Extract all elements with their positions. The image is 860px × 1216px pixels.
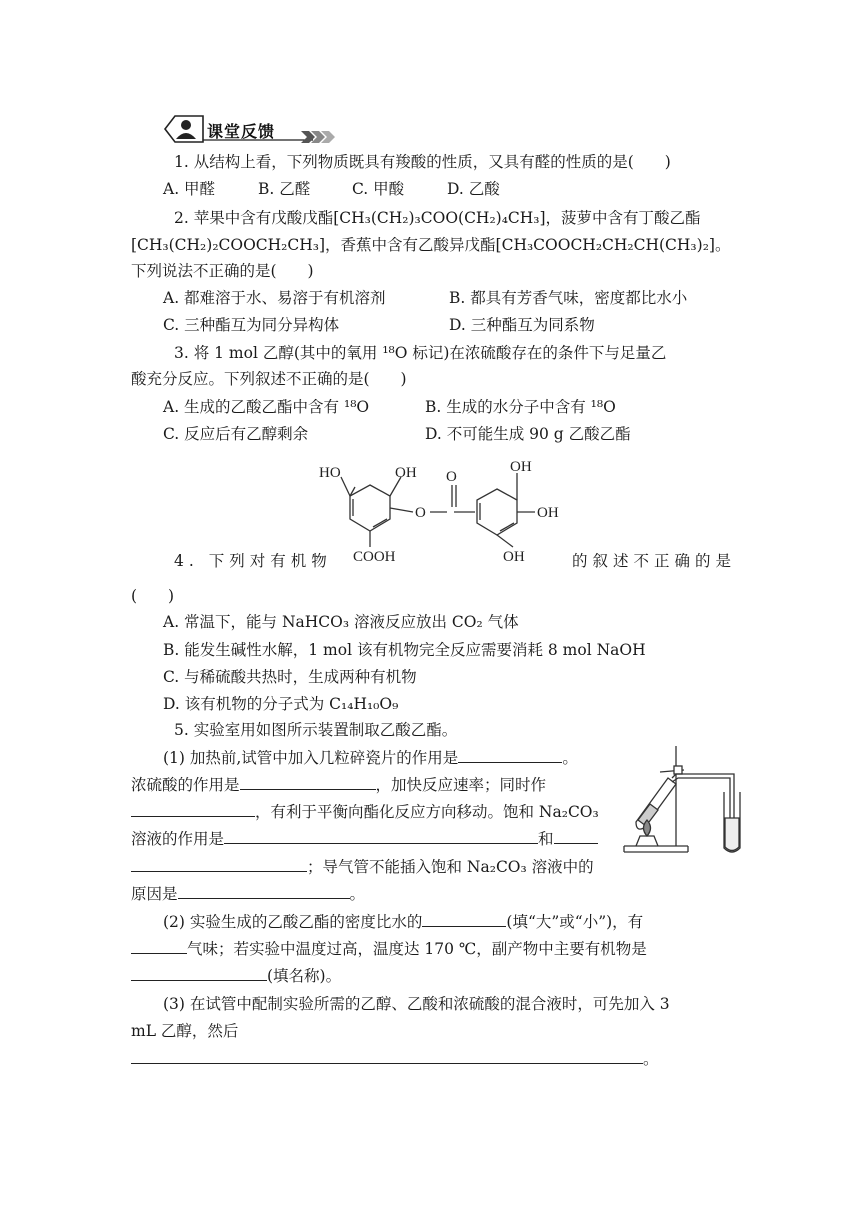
q5-p1-text: ，有利于平衡向酯化反应方向移动。饱和 Na₂CO₃ bbox=[255, 803, 599, 821]
q2-option-d: D. 三种酯互为同系物 bbox=[449, 316, 595, 334]
q5-p2-line-2 bbox=[131, 938, 647, 959]
q5-p1-text: 浓硫酸的作用是 bbox=[131, 776, 240, 794]
q5-p1-text: 原因是 bbox=[131, 885, 178, 903]
q5-p2-text: (2) 实验生成的乙酸乙酯的密度比水的 bbox=[163, 913, 423, 931]
q4-option-a: A. 常温下，能与 NaHCO₃ 溶液反应放出 CO₂ 气体 bbox=[163, 613, 519, 631]
q5-p1-end: 。 bbox=[562, 749, 578, 767]
q5-intro: 5. 实验室用如图所示装置制取乙酸乙酯。 bbox=[174, 721, 458, 739]
q3-line-2: 酸充分反应。下列叙述不正确的是( ) bbox=[131, 370, 407, 388]
q5-p2-line-1 bbox=[163, 911, 643, 932]
structure-label: OH bbox=[510, 459, 532, 475]
q2-line-3: 下列说法不正确的是( ) bbox=[131, 262, 314, 280]
q5-p3-line-3 bbox=[131, 1048, 659, 1069]
answer-blank[interactable] bbox=[554, 828, 598, 844]
answer-blank[interactable] bbox=[422, 911, 506, 927]
answer-blank[interactable] bbox=[224, 828, 538, 844]
q3-line-1: 3. 将 1 mol 乙醇(其中的氧用 ¹⁸O 标记)在浓硫酸存在的条件下与足量乙 bbox=[174, 344, 667, 362]
answer-blank[interactable] bbox=[240, 774, 376, 790]
section-title: 课堂反馈 bbox=[207, 122, 276, 141]
q5-p1-text: 溶液的作用是 bbox=[131, 830, 225, 848]
q5-p1-text: ；导气管不能插入饱和 Na₂CO₃ 溶液中的 bbox=[307, 858, 594, 876]
q4-option-d: D. 该有机物的分子式为 C₁₄H₁₀O₉ bbox=[163, 695, 399, 713]
q5-p1-line-5 bbox=[131, 856, 594, 877]
section-header bbox=[163, 113, 343, 145]
q2-option-b: B. 都具有芳香气味，密度都比水小 bbox=[449, 289, 688, 307]
answer-blank[interactable] bbox=[458, 747, 562, 763]
q5-p2-text: (填名称)。 bbox=[267, 967, 342, 985]
q5-p1-line-3 bbox=[131, 801, 599, 822]
structure-label: OH bbox=[503, 549, 525, 565]
q1-option-a: A. 甲醛 bbox=[163, 180, 216, 198]
q4-answer-paren: ( ) bbox=[131, 587, 175, 605]
q5-p1-line-6 bbox=[131, 883, 365, 904]
q5-p2-text: 气味；若实验中温度过高，温度达 170 ℃，副产物中主要有机物是 bbox=[187, 940, 647, 958]
q5-p3-line-2: mL 乙醇，然后 bbox=[131, 1022, 239, 1040]
q4-stem-left: 4. 下列对有机物 bbox=[174, 552, 332, 570]
q1-option-b: B. 乙醛 bbox=[258, 180, 311, 198]
q5-p3-line-1: (3) 在试管中配制实验所需的乙醇、乙酸和浓硫酸的混合液时，可先加入 3 bbox=[163, 995, 670, 1013]
q4-option-b: B. 能发生碱性水解，1 mol 该有机物完全反应需要消耗 8 mol NaOH bbox=[163, 641, 646, 659]
structure-label: O bbox=[446, 469, 457, 485]
q4-stem-right: 的叙述不正确的是 bbox=[572, 552, 737, 570]
q5-p2-text: (填“大”或“小”)，有 bbox=[506, 913, 644, 931]
q3-option-b: B. 生成的水分子中含有 ¹⁸O bbox=[425, 398, 616, 416]
answer-blank[interactable] bbox=[131, 965, 267, 981]
q5-p1-line-2 bbox=[131, 774, 546, 795]
q3-option-a: A. 生成的乙酸乙酯中含有 ¹⁸O bbox=[163, 398, 370, 416]
person-icon bbox=[181, 120, 191, 130]
q3-option-c: C. 反应后有乙醇剩余 bbox=[163, 425, 309, 443]
structure-label: HO bbox=[319, 465, 341, 481]
q5-p1-text: 和 bbox=[538, 830, 554, 848]
q1-stem: 1. 从结构上看，下列物质既具有羧酸的性质，又具有醛的性质的是( ) bbox=[174, 153, 671, 171]
q5-p1-line-4 bbox=[131, 828, 598, 849]
q5-p2-line-3 bbox=[131, 965, 341, 986]
q5-p1-line-1 bbox=[163, 747, 578, 768]
answer-blank[interactable] bbox=[178, 883, 350, 899]
q5-p1-end: 。 bbox=[349, 885, 366, 903]
q4-option-c: C. 与稀硫酸共热时，生成两种有机物 bbox=[163, 668, 417, 686]
answer-blank[interactable] bbox=[131, 938, 187, 954]
q4-structure-formula bbox=[315, 455, 575, 567]
q5-p1-text: (1) 加热前,试管中加入几粒碎瓷片的作用是 bbox=[163, 749, 459, 767]
answer-blank[interactable] bbox=[131, 801, 255, 817]
structure-label: COOH bbox=[353, 549, 396, 565]
q2-option-a: A. 都难溶于水、易溶于有机溶剂 bbox=[163, 289, 386, 307]
q2-option-c: C. 三种酯互为同分异构体 bbox=[163, 316, 340, 334]
q2-line-1: 2. 苹果中含有戊酸戊酯[CH₃(CH₂)₃COO(CH₂)₄CH₃]，菠萝中含有丁酸乙酯 bbox=[174, 209, 701, 227]
answer-blank[interactable] bbox=[131, 856, 307, 872]
q1-option-c: C. 甲酸 bbox=[352, 180, 405, 198]
esterification-apparatus-figure bbox=[616, 740, 746, 860]
answer-blank[interactable] bbox=[131, 1048, 643, 1064]
q1-option-d: D. 乙酸 bbox=[447, 180, 500, 198]
q2-line-2: [CH₃(CH₂)₂COOCH₂CH₃]，香蕉中含有乙酸异戊酯[CH₃COOCH₂CH₂CH(CH₃)₂]。 bbox=[131, 236, 731, 254]
q5-p1-text: ，加快反应速率；同时作 bbox=[375, 776, 547, 794]
structure-label: OH bbox=[537, 505, 559, 521]
structure-label: OH bbox=[395, 465, 417, 481]
q5-p3-end: 。 bbox=[643, 1050, 659, 1068]
structure-label: O bbox=[415, 505, 426, 521]
q3-option-d: D. 不可能生成 90 g 乙酸乙酯 bbox=[425, 425, 631, 443]
